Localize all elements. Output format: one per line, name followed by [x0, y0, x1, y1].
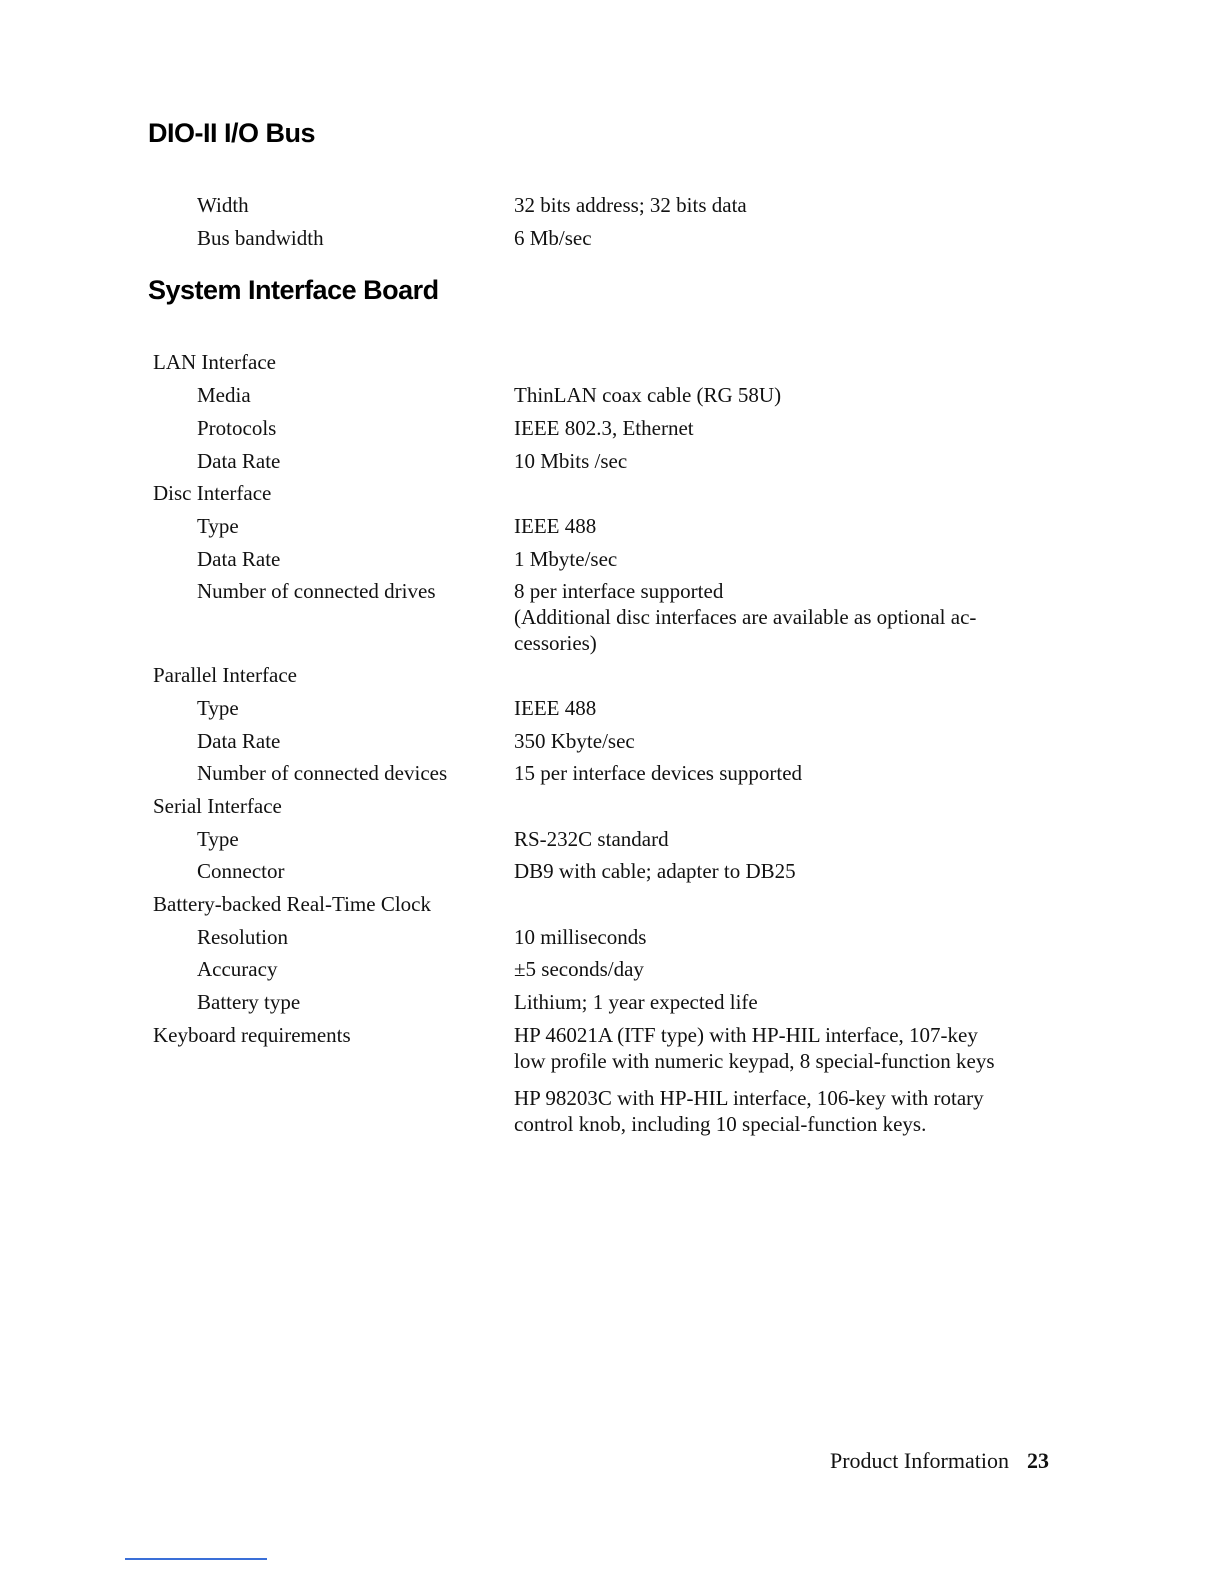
spec-label: Connector	[197, 859, 285, 883]
group-heading: Keyboard requirements	[153, 1023, 351, 1047]
value-line: control knob, including 10 special-function keys.	[514, 1112, 927, 1136]
spec-label: Type	[197, 696, 239, 720]
spec-label: Resolution	[197, 925, 289, 949]
spec-value	[514, 578, 1049, 656]
spec-value: 15 per interface devices supported	[514, 761, 803, 785]
value-line: HP 98203C with HP-HIL interface, 106-key with rotary	[514, 1086, 984, 1110]
spec-value: 10 Mbits /sec	[514, 449, 628, 473]
footer-section-name: Product Information	[829, 1448, 1009, 1473]
spec-label: Protocols	[197, 416, 277, 440]
spec-value: IEEE 802.3, Ethernet	[514, 416, 694, 440]
spec-value: RS-232C standard	[514, 827, 669, 851]
value-line: (Additional disc interfaces are available as optional ac-	[514, 605, 977, 629]
page-footer	[700, 1448, 1049, 1474]
spec-label: Data Rate	[197, 729, 281, 753]
section-title-system-interface-board: System Interface Board	[148, 275, 439, 305]
spec-value: IEEE 488	[514, 514, 597, 538]
spec-value: 6 Mb/sec	[514, 226, 592, 250]
spec-label: Type	[197, 827, 239, 851]
page-number: 23	[1027, 1448, 1049, 1473]
value-line: HP 46021A (ITF type) with HP-HIL interface, 107-key	[514, 1023, 978, 1047]
spec-value: ±5 seconds/day	[514, 957, 644, 981]
spec-value: DB9 with cable; adapter to DB25	[514, 859, 796, 883]
value-paragraph	[514, 1085, 1049, 1137]
spec-label: Number of connected drives	[197, 579, 436, 603]
section-title-dio-bus: DIO-II I/O Bus	[148, 118, 316, 148]
group-heading: Serial Interface	[153, 794, 282, 818]
spec-label: Bus bandwidth	[197, 226, 324, 250]
spec-label: Battery type	[197, 990, 301, 1014]
spec-value: 1 Mbyte/sec	[514, 547, 618, 571]
value-line: cessories)	[514, 631, 597, 655]
scan-edge-divider	[125, 1558, 267, 1560]
value-line: low profile with numeric keypad, 8 special-function keys	[514, 1049, 995, 1073]
group-heading: Parallel Interface	[153, 663, 297, 687]
spec-value: 350 Kbyte/sec	[514, 729, 635, 753]
spec-value: 32 bits address; 32 bits data	[514, 193, 747, 217]
spec-value	[514, 1022, 1049, 1137]
value-line: 8 per interface supported	[514, 579, 724, 603]
spec-value: Lithium; 1 year expected life	[514, 990, 758, 1014]
spec-label: Media	[197, 383, 251, 407]
group-heading: Disc Interface	[153, 481, 272, 505]
spec-value: ThinLAN coax cable (RG 58U)	[514, 383, 782, 407]
spec-label: Number of connected devices	[197, 761, 448, 785]
group-heading: LAN Interface	[153, 350, 277, 374]
spec-label: Data Rate	[197, 547, 281, 571]
spec-label: Width	[197, 193, 249, 217]
spec-value: 10 milliseconds	[514, 925, 647, 949]
group-heading: Battery-backed Real-Time Clock	[153, 892, 431, 916]
spec-label: Data Rate	[197, 449, 281, 473]
spec-value: IEEE 488	[514, 696, 597, 720]
spec-label: Type	[197, 514, 239, 538]
spec-label: Accuracy	[197, 957, 278, 981]
